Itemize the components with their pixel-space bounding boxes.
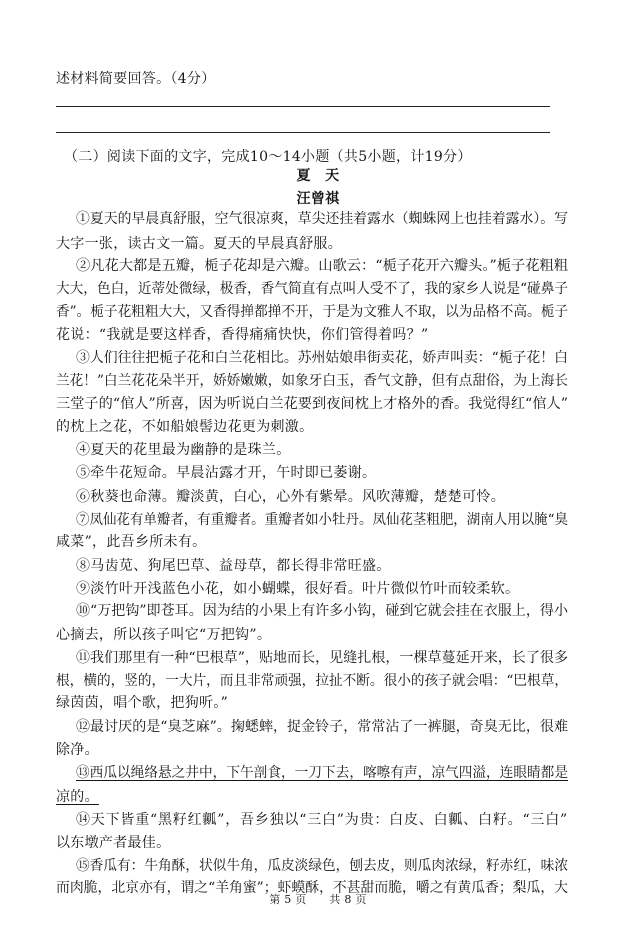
text-line: 三堂子的“倌人”所喜，因为听说白兰花要到夜间枕上才格外的香。我觉得红“倌人” — [56, 396, 568, 412]
article-title: 夏 天 — [296, 168, 340, 184]
text-line: 凉的。 — [56, 789, 99, 805]
text-line: 香”。栀子花粗粗大大，又香得掸都掸不开，于是为文雅人不取，以为品格不高。栀子 — [56, 304, 568, 320]
article-author: 汪曾祺 — [296, 191, 340, 207]
question-intro: 述材料简要回答。（4分） — [56, 71, 216, 87]
text-line: 大字一张，读古文一篇。夏天的早晨真舒服。 — [56, 236, 342, 252]
text-line: ⑤牵牛花短命。早晨沾露才开，午时即已萎谢。 — [76, 465, 377, 481]
text-line: ⑪我们那里有一种“巴根草”，贴地而长，见缝扎根，一棵草蔓延开来，长了很多 — [76, 650, 568, 666]
text-line: 绿茵茵，唱个歌，把狗听。” — [56, 695, 229, 711]
text-line: 的枕上之花，不如船娘髻边花更为刺激。 — [56, 419, 314, 435]
text-line: ④夏天的花里最为幽静的是珠兰。 — [76, 442, 291, 458]
text-line: ⑥秋葵也命薄。瓣淡黄，白心，心外有紫晕。风吹薄瓣，楚楚可怜。 — [76, 489, 505, 505]
text-line: 以东墩产者最佳。 — [56, 835, 171, 851]
text-line: 心摘去，所以孩子叫它“万把钩”。 — [56, 627, 272, 643]
text-line: ⑨淡竹叶开浅蓝色小花，如小蝴蝶，很好看。叶片微似竹叶而较柔软。 — [76, 581, 520, 597]
text-line: ⑮香瓜有：牛角酥，状似牛角，瓜皮淡绿色，刨去皮，则瓜肉浓绿，籽赤红，味浓 — [76, 858, 568, 874]
page-footer: 第 5 页 共 8 页 — [269, 893, 367, 906]
text-line: 花说：“我就是要这样香，香得痛痛快快，你们管得着吗？” — [56, 327, 429, 343]
text-line: ①夏天的早晨真舒服，空气很凉爽，草尖还挂着露水（蜘蛛网上也挂着露水）。写 — [76, 211, 568, 227]
text-line: 大大，色白，近蒂处微绿，极香，香气简直有点叫人受不了，我的家乡人说是“碰鼻子 — [56, 281, 568, 297]
answer-line-2 — [56, 132, 550, 133]
text-line: 而肉脆，北京亦有，谓之“羊角蜜”；虾蟆酥，不甚甜而脆，嚼之有黄瓜香；梨瓜，大 — [56, 880, 568, 896]
text-line: ⑩“万把钩”即苍耳。因为结的小果上有许多小钩，碰到它就会挂在衣服上，得小 — [76, 603, 568, 619]
text-line: ②凡花大都是五瓣，栀子花却是六瓣。山歌云：“栀子花开六瓣头。”栀子花粗粗 — [76, 258, 568, 274]
text-line: ⑫最讨厌的是“臭芝麻”。掬蟋蟀，捉金铃子，常常沾了一裤腿，奇臭无比，很难 — [76, 719, 568, 735]
text-line: ⑭天下皆重“黑籽红瓤”，吾乡独以“三白”为贵：白皮、白瓤、白籽。“三白” — [76, 812, 568, 828]
section-heading: （二）阅读下面的文字，完成10～14小题（共5小题，计19分） — [64, 149, 472, 165]
text-line: 除净。 — [56, 742, 99, 758]
text-line: ⑧马齿苋、狗尾巴草、益母草，都长得非常旺盛。 — [76, 558, 391, 574]
text-line: 咸菜”，此吾乡所未有。 — [56, 534, 207, 550]
text-line: ③人们往往把栀子花和白兰花相比。苏州姑娘串街卖花，娇声叫卖：“栀子花！白 — [76, 350, 568, 366]
text-line: 根，横的，竖的，一大片，而且非常顽强，拉扯不断。很小的孩子就会唱：“巴根草， — [56, 673, 568, 689]
text-line: ⑬西瓜以绳络悬之井中，下午剖食，一刀下去，喀嚓有声，凉气四溢，连眼睛都是 — [76, 765, 568, 781]
answer-line-1 — [56, 106, 550, 107]
text-line: 兰花！”白兰花花朵半开，娇娇嫩嫩，如象牙白玉，香气文静，但有点甜俗，为上海长 — [56, 373, 568, 389]
text-line: ⑦凤仙花有单瓣者，有重瓣者。重瓣者如小牡丹。凤仙花茎粗肥，湖南人用以腌“臭 — [76, 512, 568, 528]
